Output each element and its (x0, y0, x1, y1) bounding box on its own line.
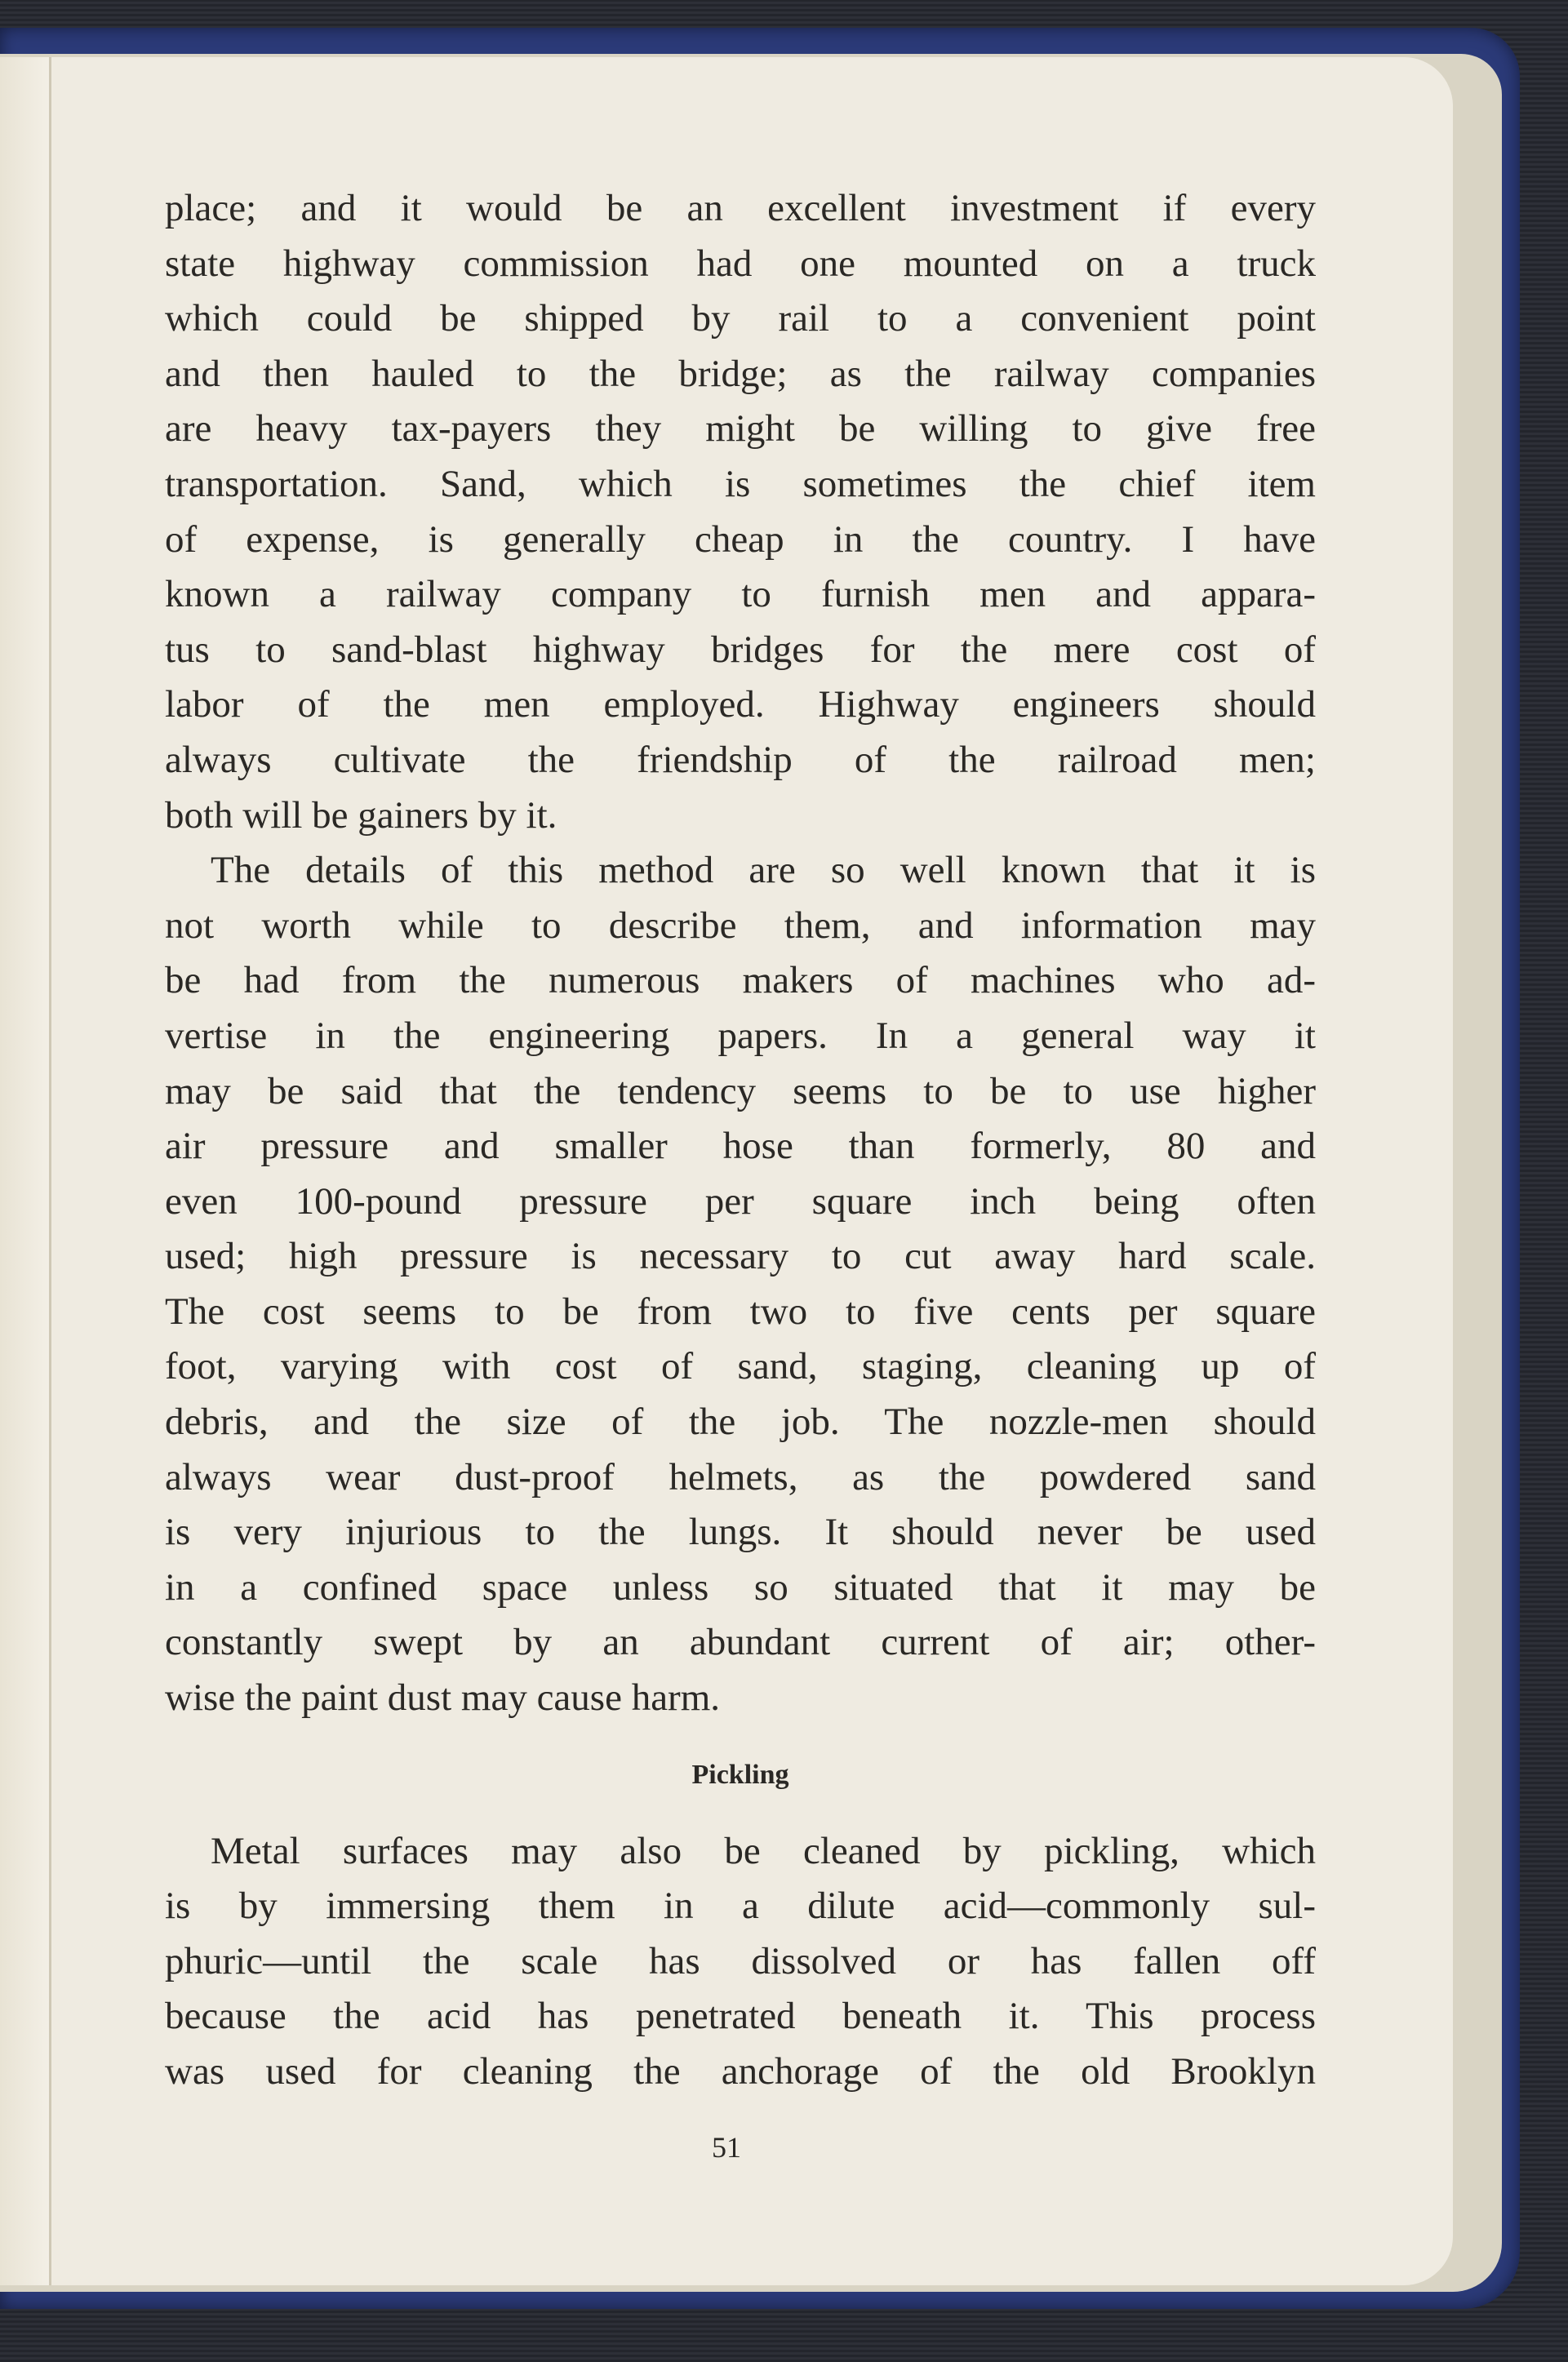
text-line: is by immersing them in a dilute acid—commonly sul- (165, 1885, 1316, 1928)
text-line: may be said that the tendency seems to be to use higher (165, 1069, 1316, 1112)
text-line: are heavy tax-payers they might be willing to give free (165, 407, 1316, 451)
text-line: foot, varying with cost of sand, staging, cleaning up of (165, 1345, 1316, 1388)
text-line: Metal surfaces may also be cleaned by pickling, which (211, 1829, 1316, 1872)
text-line: transportation. Sand, which is sometimes the chief item (165, 462, 1316, 505)
text-line: phuric—until the scale has dissolved or has fallen off (165, 1939, 1316, 1982)
text-line: vertise in the engineering papers. In a general way it (165, 1014, 1316, 1057)
text-line: The details of this method are so well known that it is (211, 849, 1316, 892)
text-line: was used for cleaning the anchorage of the old Brooklyn (165, 2050, 1316, 2093)
page-text (165, 181, 1316, 2100)
text-line: air pressure and smaller hose than formerly, 80 and (165, 1125, 1316, 1168)
text-line: in a confined space unless so situated that it may be (165, 1565, 1316, 1609)
text-line: wise the paint dust may cause harm. (165, 1676, 721, 1720)
text-line: The cost seems to be from two to five cents per square (165, 1290, 1316, 1333)
page-number: 51 (712, 2131, 741, 2164)
text-line: even 100-pound pressure per square inch being often (165, 1179, 1316, 1223)
text-line: always wear dust-proof helmets, as the powdered sand (165, 1455, 1316, 1498)
page-gutter (0, 57, 51, 2285)
text-line: state highway commission had one mounted on a truck (165, 242, 1316, 285)
text-line: of expense, is generally cheap in the country. I have (165, 517, 1316, 561)
text-line: labor of the men employed. Highway engineers should (165, 683, 1316, 726)
text-line: used; high pressure is necessary to cut away hard scale. (165, 1235, 1316, 1278)
text-line: debris, and the size of the job. The nozzle-men should (165, 1401, 1316, 1444)
text-line: which could be shipped by rail to a convenient point (165, 297, 1316, 340)
text-line: not worth while to describe them, and information may (165, 904, 1316, 947)
text-line: be had from the numerous makers of machines who ad- (165, 959, 1316, 1002)
text-line: tus to sand-blast highway bridges for the mere cost of (165, 628, 1316, 671)
text-line: is very injurious to the lungs. It should never be used (165, 1511, 1316, 1554)
text-line: both will be gainers by it. (165, 793, 557, 837)
paragraph-3 (165, 1824, 1316, 2100)
text-line: place; and it would be an excellent investment if every (165, 187, 1316, 229)
section-heading: Pickling (691, 1759, 789, 1790)
text-line: always cultivate the friendship of the railroad men; (165, 738, 1316, 781)
paragraph-2 (165, 843, 1316, 1726)
text-line: known a railway company to furnish men and appara- (165, 573, 1316, 616)
paragraph-1 (165, 181, 1316, 843)
text-line: because the acid has penetrated beneath it. This process (165, 1995, 1316, 2038)
text-line: constantly swept by an abundant current of air; other- (165, 1621, 1316, 1664)
text-line: and then hauled to the bridge; as the railway companies (165, 352, 1316, 395)
